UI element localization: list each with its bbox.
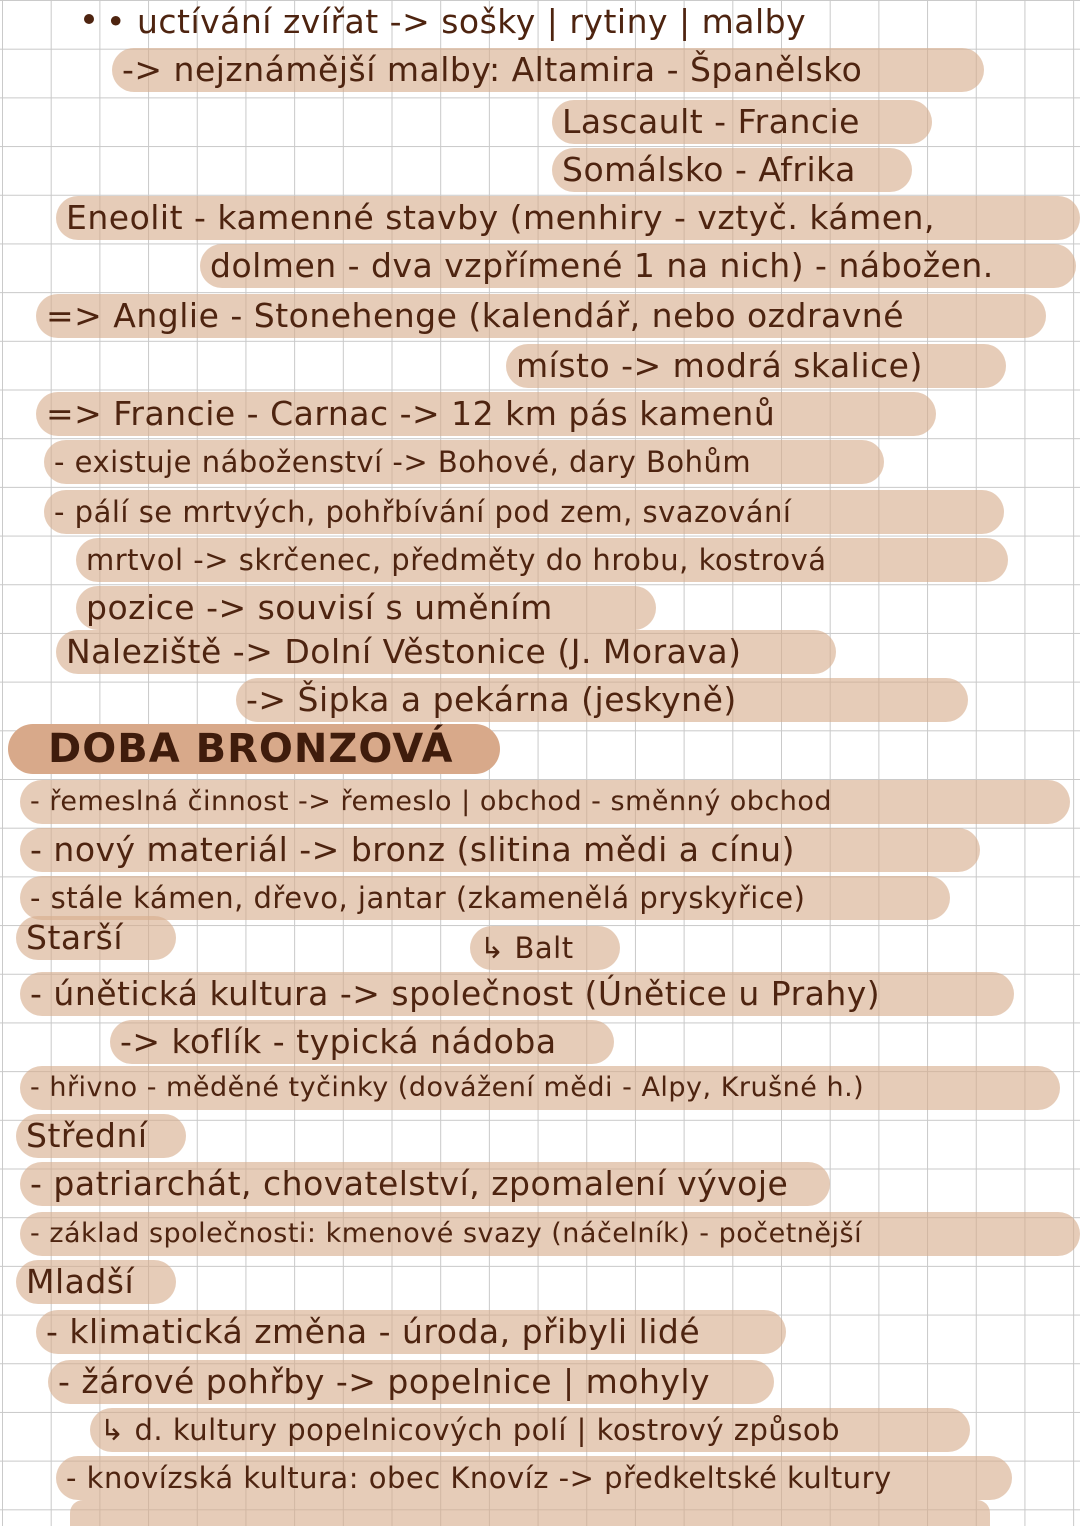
note-line: Naleziště -> Dolní Věstonice (J. Morava) [56,630,836,674]
section-label: Mladší [16,1260,176,1304]
note-line: - patriarchát, chovatelství, zpomalení vývoje [20,1162,830,1206]
note-line: -> Šipka a pekárna (jeskyně) [236,678,968,722]
note-line: místo -> modrá skalice) [506,344,1006,388]
section-heading: DOBA BRONZOVÁ [8,724,500,774]
note-line: - hřivno - měděné tyčinky (dovážení mědi - Alpy, Krušné h.) [20,1066,1060,1110]
note-line: - únětická kultura -> společnost (Únětice u Prahy) [20,972,1014,1016]
note-line: pozice -> souvisí s uměním [76,586,656,630]
note-line: => Francie - Carnac -> 12 km pás kamenů [36,392,936,436]
note-line: - nový materiál -> bronz (slitina mědi a cínu) [20,828,980,872]
note-line: -> nejznámější malby: Altamira - Španělsko [112,48,984,92]
bullet-dot [84,14,94,24]
note-line: • uctívání zvířat -> sošky | rytiny | malby [106,2,807,41]
note-line: - základ společnosti: kmenové svazy (náčelník) - početnější [20,1212,1080,1256]
note-line: - klimatická změna - úroda, přibyli lidé [36,1310,786,1354]
note-line: Somálsko - Afrika [552,148,912,192]
note-line: - řemeslná činnost -> řemeslo | obchod - směnný obchod [20,780,1070,824]
section-label: Střední [16,1114,186,1158]
note-line: Lascault - Francie [552,100,932,144]
note-line: Eneolit - kamenné stavby (menhiry - vztyč. kámen, [56,196,1080,240]
note-line: - knovízská kultura: obec Knovíz -> předkeltské kultury [56,1456,1012,1500]
note-line: - žárové pohřby -> popelnice | mohyly [48,1360,774,1404]
note-line: - stále kámen, dřevo, jantar (zkamenělá pryskyřice) [20,876,950,920]
note-line: dolmen - dva vzpřímené 1 na nich) - nábožen. [200,244,1076,288]
note-line: mrtvol -> skrčenec, předměty do hrobu, kostrová [76,538,1008,582]
note-line: ↳ Balt [470,926,620,970]
cut-off-line [70,1500,990,1526]
note-line: - pálí se mrtvých, pohřbívání pod zem, svazování [44,490,1004,534]
note-line: => Anglie - Stonehenge (kalendář, nebo ozdravné [36,294,1046,338]
note-line: - existuje náboženství -> Bohové, dary Bohům [44,440,884,484]
note-line: ↳ d. kultury popelnicových polí | kostrový způsob [90,1408,970,1452]
section-label: Starší [16,916,176,960]
note-line: -> koflík - typická nádoba [110,1020,614,1064]
